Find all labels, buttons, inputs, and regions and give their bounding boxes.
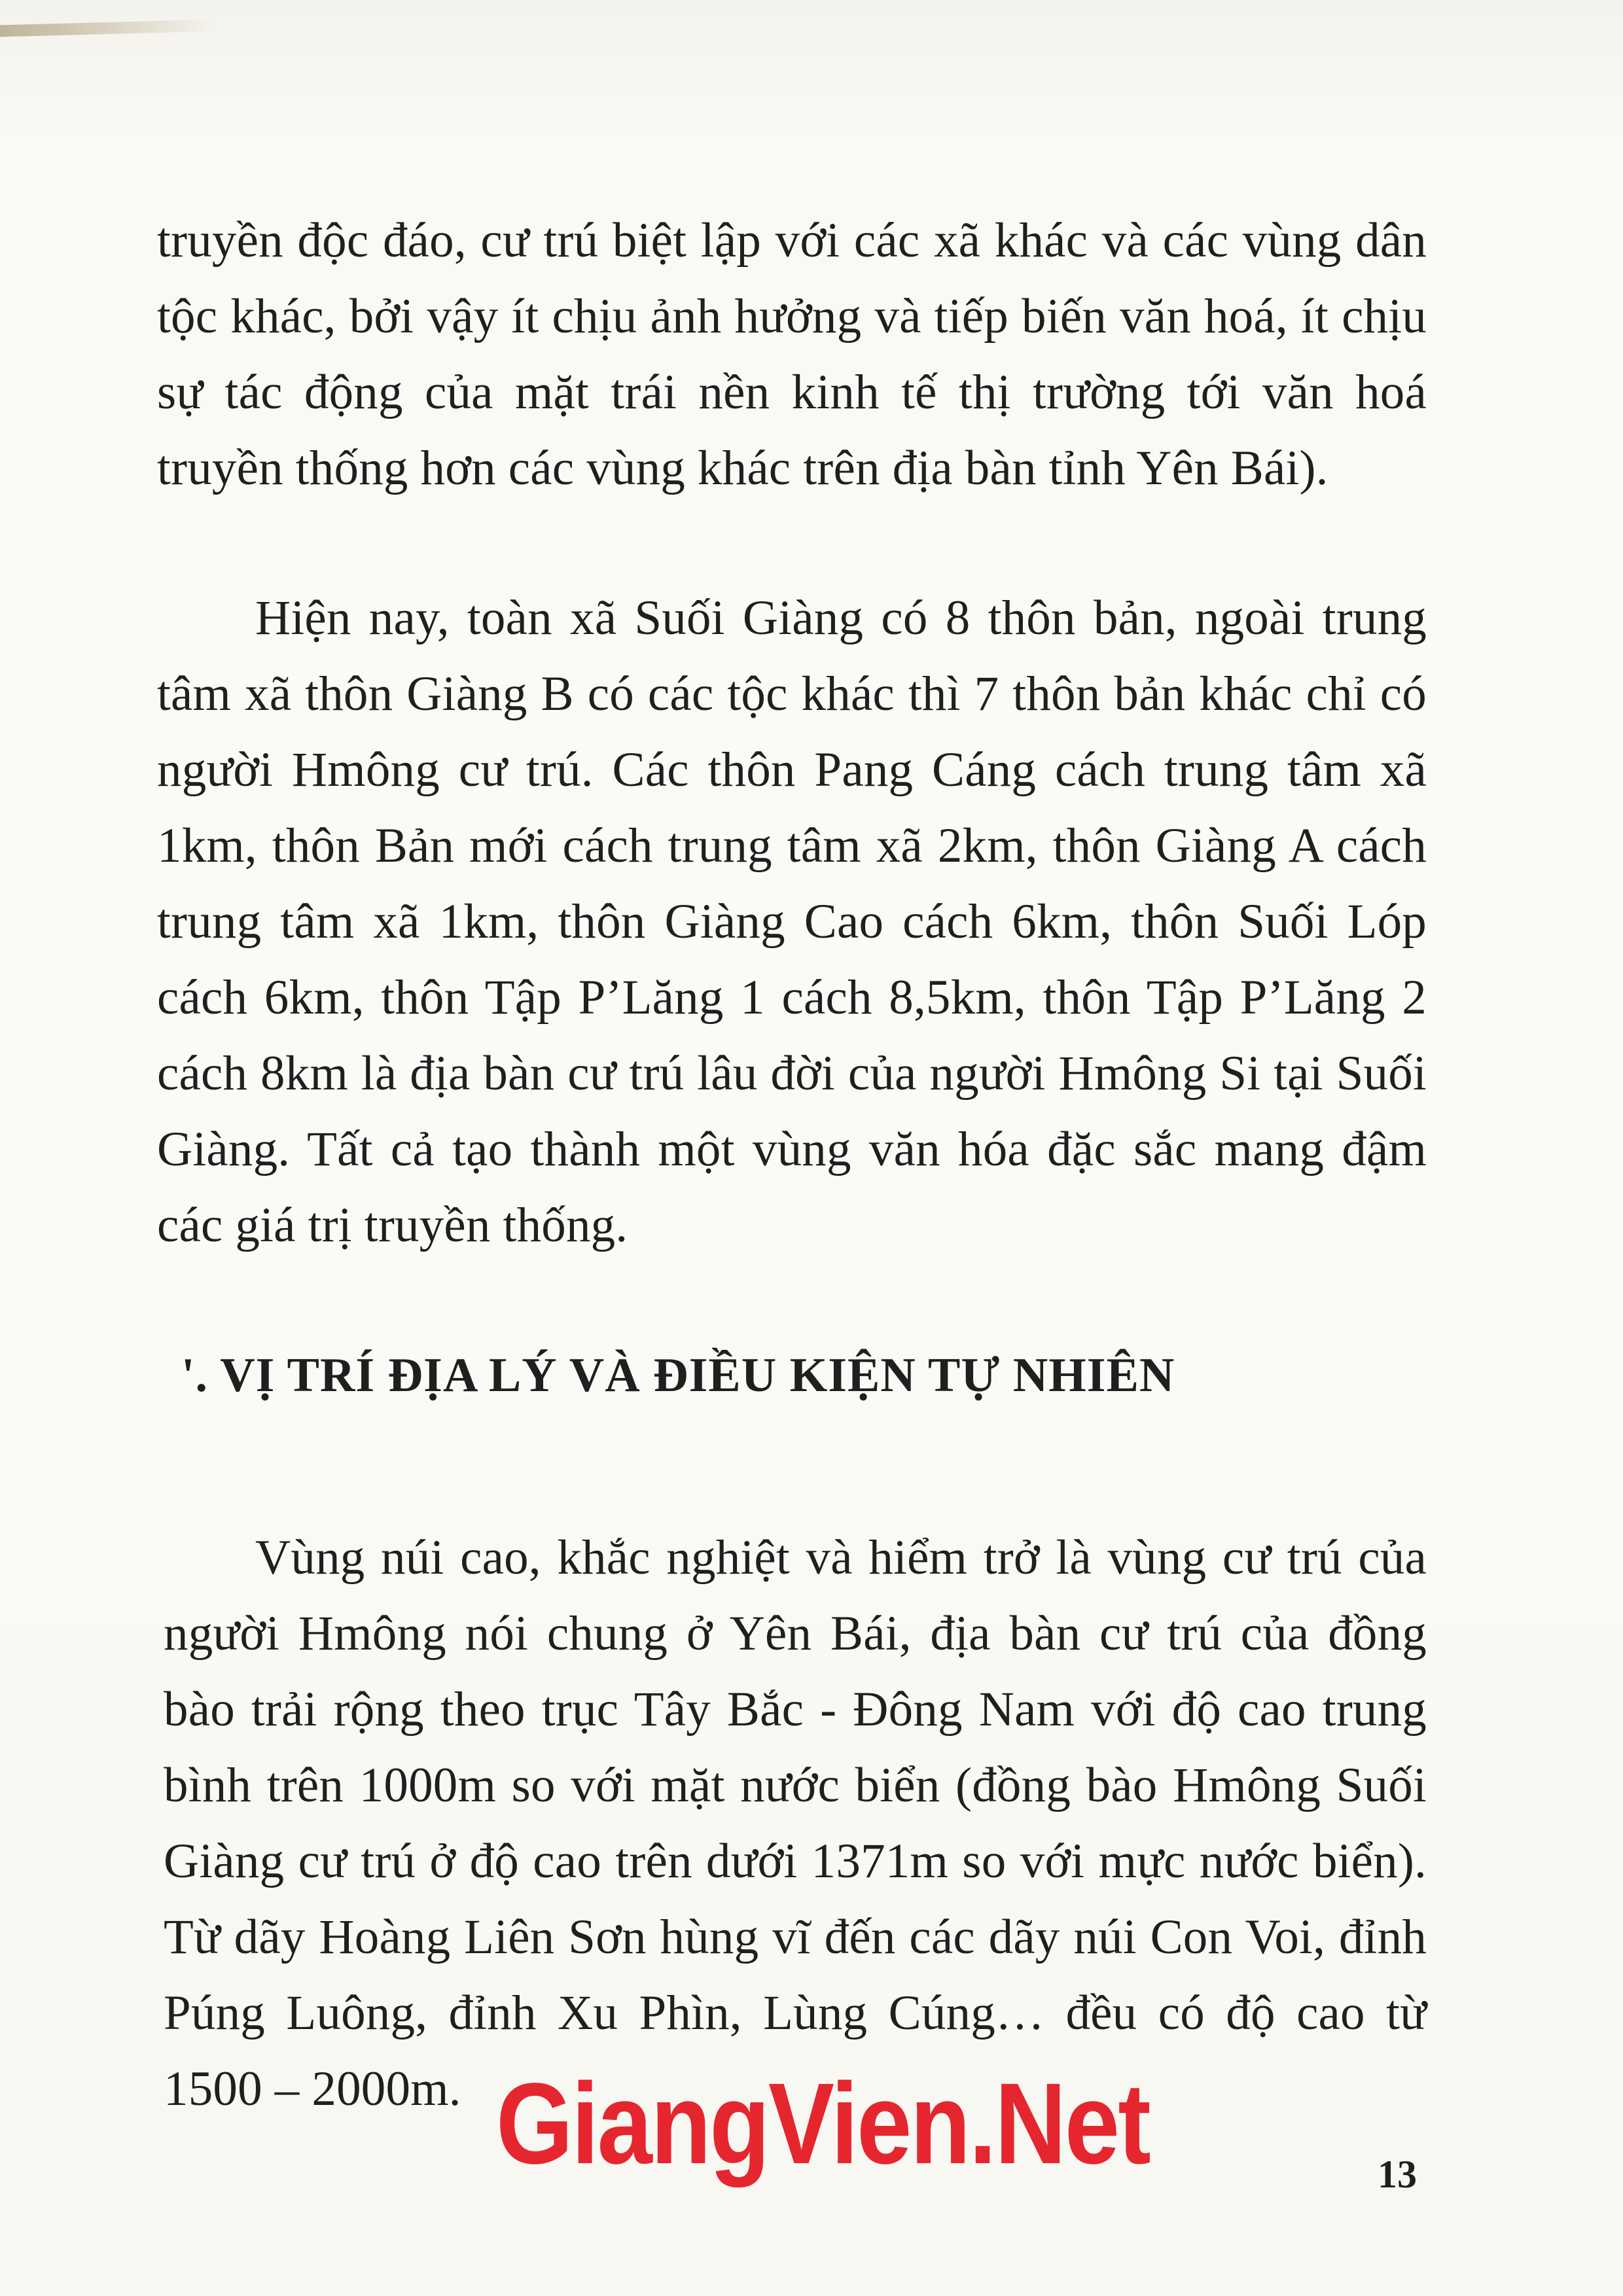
page-edge-shadow	[0, 20, 216, 37]
paragraph-villages: Hiện nay, toàn xã Suối Giàng có 8 thôn bản, ngoài trung tâm xã thôn Giàng B có các tộc khác thì 7 thôn bản khác chỉ có người Hmông cư trú. Các thôn Pang Cáng cách trung tâm xã 1km, thôn Bản mới cách trung tâm xã 2km, thôn Giàng A cách trung tâm xã 1km, thôn Giàng Cao cách 6km, thôn Suối Lóp cách 6km, thôn Tập P’Lăng 1 cách 8,5km, thôn Tập P’Lăng 2 cách 8km là địa bàn cư trú lâu đời của người Hmông Si tại Suối Giàng. Tất cả tạo thành một vùng văn hóa đặc sắc mang đậm các giá trị truyền thống.	[157, 591, 1427, 1252]
watermark-logo: GiangVien.Net	[496, 2060, 1150, 2188]
paragraph-continued: truyền độc đáo, cư trú biệt lập với các xã khác và các vùng dân tộc khác, bởi vậy ít chịu ảnh hưởng và tiếp biến văn hoá, ít chịu sự tác động của mặt trái nền kinh tế thị trường tới văn hoá truyền thống hơn các vùng khác trên địa bàn tỉnh Yên Bái).	[157, 213, 1427, 495]
page-number: 13	[1378, 2153, 1417, 2196]
section-heading: '. VỊ TRÍ ĐỊA LÝ VÀ ĐIỀU KIỆN TỰ NHIÊN	[181, 1349, 1175, 1402]
paragraph-geography: Vùng núi cao, khắc nghiệt và hiểm trở là vùng cư trú của người Hmông nói chung ở Yên Bái, địa bàn cư trú của đồng bào trải rộng theo trục Tây Bắc - Đông Nam với độ cao trung bình trên 1000m so với mặt nước biển (đồng bào Hmông Suối Giàng cư trú ở độ cao trên dưới 1371m so với mực nước biển). Từ dãy Hoàng Liên Sơn hùng vĩ đến các dãy núi Con Voi, đỉnh Púng Luông, đỉnh Xu Phìn, Lùng Cúng… đều có độ cao từ 1500 – 2000m.	[164, 1530, 1427, 2116]
